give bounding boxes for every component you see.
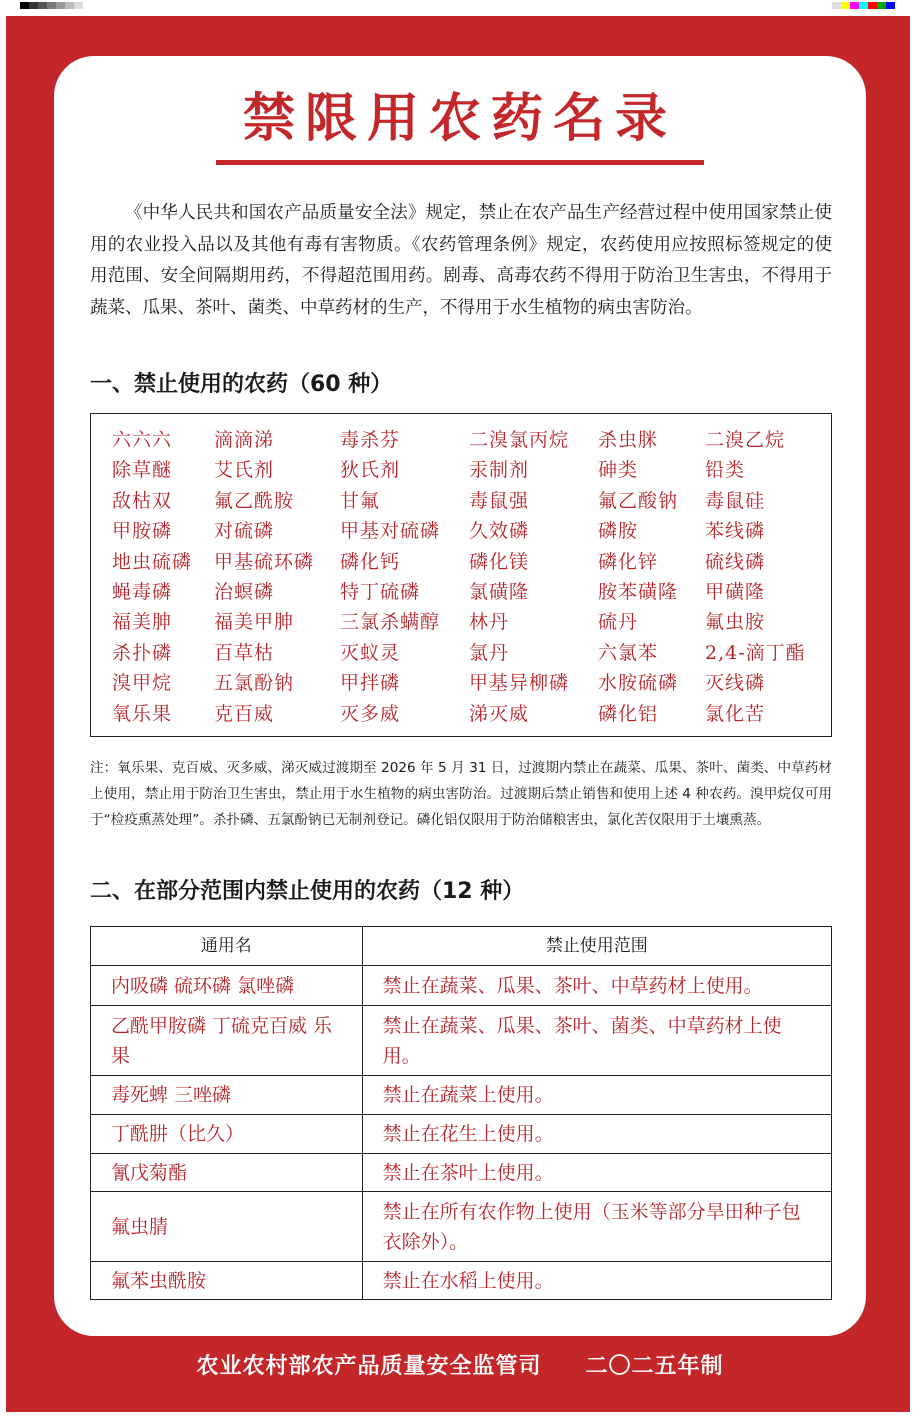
- pesticide-item: 灭蚁灵: [340, 641, 401, 664]
- pesticide-item: 灭线磷: [705, 672, 766, 695]
- table-row: [91, 966, 832, 1006]
- pesticide-item: 溴甲烷: [112, 672, 173, 695]
- color-swatch: [47, 2, 56, 9]
- color-swatch: [56, 2, 65, 9]
- color-swatch: [20, 2, 29, 9]
- color-swatch: [74, 2, 83, 9]
- pesticide-item: 硫线磷: [705, 550, 766, 573]
- intro-paragraph: 《中华人民共和国农产品质量安全法》规定，禁止在农产品生产经营过程中使用国家禁止使用的农业投入品以及其他有毒有害物质。《农药管理条例》规定，农药使用应按照标签规定的使用范围、安全间隔期用药，不得超范围用药。剧毒、高毒农药不得用于防治卫生害虫，不得用于蔬菜、瓜果、茶叶、菌类、中草药材的生产，不得用于水生植物的病虫害防治。: [90, 203, 832, 318]
- pesticide-item: 水胺硫磷: [598, 672, 679, 695]
- banned-scope: 禁止在蔬菜、瓜果、茶叶、菌类、中草药材上使用。: [362, 1006, 831, 1076]
- pesticide-item: 杀扑磷: [112, 641, 173, 664]
- pesticide-item: 甲基硫环磷: [214, 550, 315, 573]
- pesticide-item: 百草枯: [214, 641, 275, 664]
- pesticide-name: 氰戊菊酯: [91, 1154, 363, 1192]
- pesticide-name: 内吸磷 硫环磷 氯唑磷: [91, 966, 363, 1006]
- pesticide-name: 氟虫腈: [91, 1192, 363, 1262]
- color-swatch: [29, 2, 38, 9]
- pesticide-item: 毒鼠强: [469, 489, 530, 512]
- pesticide-item: 灭多威: [340, 702, 401, 725]
- pesticide-item: 滴滴涕: [214, 429, 275, 451]
- pesticide-item: 甘氟: [340, 489, 381, 512]
- pesticide-item: 2,4-滴丁酯: [705, 641, 806, 664]
- pesticide-item: 甲胺磷: [112, 520, 173, 543]
- pesticide-item: 林丹: [469, 611, 510, 634]
- pesticide-item: 甲拌磷: [340, 672, 401, 695]
- table-row: [91, 1262, 832, 1300]
- pesticide-item: 除草醚: [112, 459, 173, 482]
- footer: [0, 1350, 920, 1382]
- pesticide-name: 乙酰甲胺磷 丁硫克百威 乐果: [91, 1006, 363, 1076]
- page-title: 禁限用农药名录: [242, 89, 677, 149]
- pesticide-item: 杀虫脒: [598, 429, 659, 451]
- pesticide-item: 对硫磷: [214, 520, 275, 543]
- pesticide-item: 福美甲胂: [214, 611, 295, 634]
- banned-scope: 禁止在水稻上使用。: [362, 1262, 831, 1300]
- color-swatch: [877, 2, 886, 9]
- pesticide-name: 毒死蜱 三唑磷: [91, 1076, 363, 1115]
- pesticide-item: 磷化镁: [469, 550, 530, 573]
- table-row: [91, 1006, 832, 1076]
- pesticide-item: 汞制剂: [469, 459, 530, 482]
- footer-issuer: 农业农村部农产品质量安全监管司: [196, 1353, 542, 1379]
- pesticide-item: 磷化铝: [598, 702, 659, 725]
- color-bar-right: [832, 2, 895, 9]
- pesticide-name: 氟苯虫酰胺: [91, 1262, 363, 1300]
- pesticide-item: 砷类: [598, 459, 639, 482]
- pesticide-item: 苯线磷: [705, 520, 766, 543]
- pesticide-item: 蝇毒磷: [112, 581, 173, 603]
- pesticide-item: 涕灭威: [469, 702, 530, 725]
- table-row: [91, 1076, 832, 1115]
- pesticide-item: 氯丹: [469, 641, 510, 664]
- pesticide-item: 二溴乙烷: [705, 429, 786, 451]
- color-swatch: [886, 2, 895, 9]
- pesticide-item: 久效磷: [469, 520, 530, 543]
- pesticide-item: 甲基异柳磷: [469, 672, 570, 695]
- pesticide-item: 三氯杀螨醇: [340, 611, 441, 634]
- color-swatch: [38, 2, 47, 9]
- pesticide-item: 氟乙酸钠: [598, 489, 679, 512]
- table-row: [91, 1115, 832, 1154]
- pesticide-item: 艾氏剂: [214, 459, 275, 482]
- color-swatch: [859, 2, 868, 9]
- color-swatch: [841, 2, 850, 9]
- color-swatch: [868, 2, 877, 9]
- pesticide-item: 甲基对硫磷: [340, 520, 441, 543]
- pesticide-item: 治螟磷: [214, 581, 275, 603]
- color-swatch: [850, 2, 859, 9]
- pesticide-item: 磷化钙: [340, 550, 401, 573]
- banned-scope: 禁止在蔬菜上使用。: [362, 1076, 831, 1115]
- header-common-name: 通用名: [91, 927, 363, 966]
- pesticide-item: 甲磺隆: [705, 581, 766, 603]
- color-swatch: [832, 2, 841, 9]
- pesticide-item: 六氯苯: [598, 641, 659, 664]
- pesticide-item: 狄氏剂: [340, 459, 401, 482]
- pesticide-name: 丁酰肼（比久）: [91, 1115, 363, 1154]
- table-header-row: [91, 927, 832, 966]
- pesticide-item: 福美胂: [112, 611, 173, 634]
- banned-scope: 禁止在所有农作物上使用（玉米等部分旱田种子包衣除外）。: [362, 1192, 831, 1262]
- table-row: [91, 1192, 832, 1262]
- pesticide-item: 磷化锌: [598, 550, 659, 573]
- pesticide-item: 氟虫胺: [705, 611, 766, 634]
- pesticide-item: 胺苯磺隆: [598, 581, 679, 603]
- section2-title: 二、在部分范围内禁止使用的农药（12 种）: [90, 879, 525, 904]
- banned-scope: 禁止在花生上使用。: [362, 1115, 831, 1154]
- pesticide-item: 二溴氯丙烷: [469, 429, 570, 451]
- pesticide-item: 敌枯双: [112, 489, 173, 512]
- pesticide-item: 地虫硫磷: [112, 550, 193, 573]
- pesticide-item: 氟乙酰胺: [214, 489, 295, 512]
- header-banned-scope: 禁止使用范围: [362, 927, 831, 966]
- banned-scope: 禁止在茶叶上使用。: [362, 1154, 831, 1192]
- table-row: [91, 1154, 832, 1192]
- banned-scope: 禁止在蔬菜、瓜果、茶叶、中草药材上使用。: [362, 966, 831, 1006]
- footer-year: 二〇二五年制: [585, 1353, 724, 1379]
- pesticide-item: 六六六: [112, 429, 173, 451]
- pesticide-item: 硫丹: [598, 611, 639, 634]
- color-swatch: [65, 2, 74, 9]
- pesticide-item: 氧乐果: [112, 702, 173, 725]
- pesticide-item: 五氯酚钠: [214, 672, 295, 695]
- pesticide-item: 铅类: [705, 459, 746, 482]
- pesticide-item: 毒杀芬: [340, 429, 401, 451]
- pesticide-item: 克百威: [214, 702, 275, 725]
- pesticide-item: 氯化苦: [705, 702, 766, 725]
- pesticide-item: 磷胺: [598, 520, 639, 543]
- pesticide-item: 特丁硫磷: [340, 581, 421, 603]
- section1-title: 一、禁止使用的农药（60 种）: [90, 372, 393, 397]
- section1-note: 注：氧乐果、克百威、灭多威、涕灭威过渡期至 2026 年 5 月 31 日，过渡期内禁止在蔬菜、瓜果、茶叶、菌类、中草药材上使用，禁止用于防治卫生害虫，禁止用于水生植物的病虫害防治。过渡期后禁止销售和使用上述 4 种农药。溴甲烷仅可用于“检疫熏蒸处理”。杀扑磷、五氯酚钠已无制剂登记。磷化铝仅限用于防治储粮害虫，氯化苦仅限用于土壤熏蒸。: [90, 760, 832, 828]
- color-bar-left: [20, 2, 83, 9]
- pesticide-item: 毒鼠硅: [705, 489, 766, 512]
- pesticide-item: 氯磺隆: [469, 581, 530, 603]
- restricted-pesticide-table: [90, 926, 832, 1300]
- title-underline: [216, 160, 704, 165]
